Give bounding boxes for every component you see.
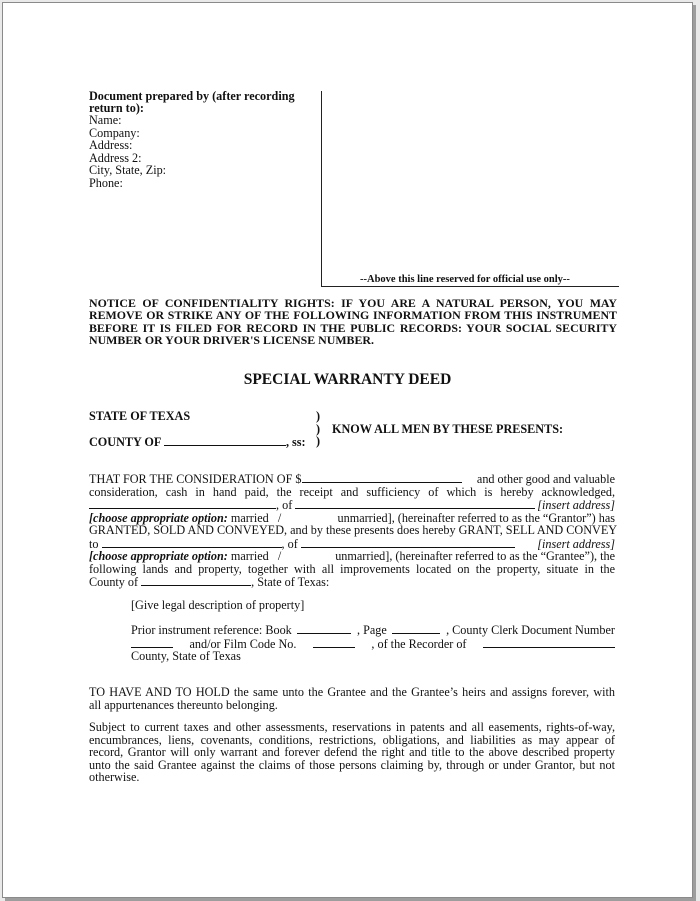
venue-state: STATE OF TEXAS (89, 409, 191, 423)
field-address-label: Address: (89, 138, 133, 152)
know-all-men: KNOW ALL MEN BY THESE PRESENTS: (332, 422, 564, 436)
film-code-blank[interactable] (313, 637, 355, 648)
prior-line-3: County, State of Texas (131, 649, 241, 664)
page-blank[interactable] (392, 623, 440, 634)
consideration-line-1: THAT FOR THE CONSIDERATION OF $ and other good and valuable (89, 472, 615, 486)
consideration-line-7: [choose appropriate option: married / unmarried], (hereinafter referred to as the “Grantee”), the (89, 549, 615, 564)
consideration-line-3: , of [insert address] (89, 498, 615, 512)
document-number-blank[interactable] (131, 637, 173, 648)
consideration-line-4: [choose appropriate option: married / unmarried], (hereinafter referred to as the “Grantor”) has (89, 510, 615, 525)
prior-instrument-reference (131, 623, 615, 663)
venue-county: COUNTY OF , ss: (89, 435, 306, 449)
consideration-paragraph (89, 472, 618, 590)
grantee-name-blank[interactable] (102, 537, 282, 548)
consideration-line-2: consideration, cash in hand paid, the receipt and sufficiency of which is hereby acknowledged, (89, 484, 615, 499)
prior-line-1: Prior instrument reference: Book , Page , County Clerk Document Number (131, 623, 615, 637)
venue-paren-3: ) (316, 434, 321, 448)
confidentiality-notice: NOTICE OF CONFIDENTIALITY RIGHTS: IF YOU ARE A NATURAL PERSON, YOU MAY REMOVE OR STRIKE ANY OF THE FOLLOWING INFORMATION FROM THIS INSTRUMENT BEFORE IT IS FILED FOR RECORD IN THE PUBLIC RECORDS: YOUR SOCIAL SECURITY NUMBER OR YOUR DRIVER'S LICENSE NUMBER. (89, 296, 617, 348)
grantee-address-blank[interactable] (301, 537, 515, 548)
legal-description-placeholder: [Give legal description of property] (131, 598, 305, 612)
field-phone-label: Phone: (89, 175, 123, 190)
consideration-line-8: following lands and property, together with all improvements located on the property, situate in the (89, 561, 615, 576)
habendum-clause: TO HAVE AND TO HOLD the same unto the Grantee and the Grantee’s heirs and assigns forever, with all appurtenances thereunto belonging. (89, 685, 615, 712)
field-city-label: City, State, Zip: (89, 163, 167, 177)
prepared-by-line1: Document prepared by (after recording (89, 89, 295, 103)
document-title: SPECIAL WARRANTY DEED (243, 371, 452, 388)
property-county-blank[interactable] (141, 575, 251, 586)
consideration-line-5: GRANTED, SOLD AND CONVEYED, and by these presents does hereby GRANT, SELL AND CONVEY (89, 523, 618, 538)
consideration-line-9: County of , State of Texas: (89, 575, 330, 590)
county-blank[interactable] (164, 435, 286, 446)
reserved-note: --Above this line reserved for official use only-- (360, 274, 570, 285)
consideration-line-6: to , of [insert address] (89, 536, 615, 551)
recorder-county-blank[interactable] (483, 637, 615, 648)
subject-to-clause: Subject to current taxes and other assessments, reservations in patents and all easements, rights-of-way, encumbrances, liens, covenants, conditions, restrictions, obligations, and liabilities as may appear of record, Grantor will only warrant and forever defend the right and title to the above described property unto the said Grantee against the claims of those persons claiming by, through or under Grantor, but not otherwise. (89, 720, 615, 785)
book-blank[interactable] (297, 623, 351, 634)
deed-page (2, 2, 693, 898)
field-name-label: Name: (89, 113, 122, 127)
prior-line-2: and/or Film Code No. , of the Recorder of (131, 637, 615, 651)
grantor-name-blank[interactable] (89, 498, 276, 509)
venue-paren-2: ) (316, 422, 321, 436)
recording-box-divider (321, 91, 322, 287)
field-address2-label: Address 2: (89, 150, 142, 165)
consideration-amount-blank[interactable] (302, 472, 462, 483)
prepared-by-line2: return to): (89, 101, 144, 115)
field-company-label: Company: (89, 125, 140, 140)
venue-paren-1: ) (316, 409, 321, 423)
grantor-address-blank[interactable] (295, 498, 535, 509)
